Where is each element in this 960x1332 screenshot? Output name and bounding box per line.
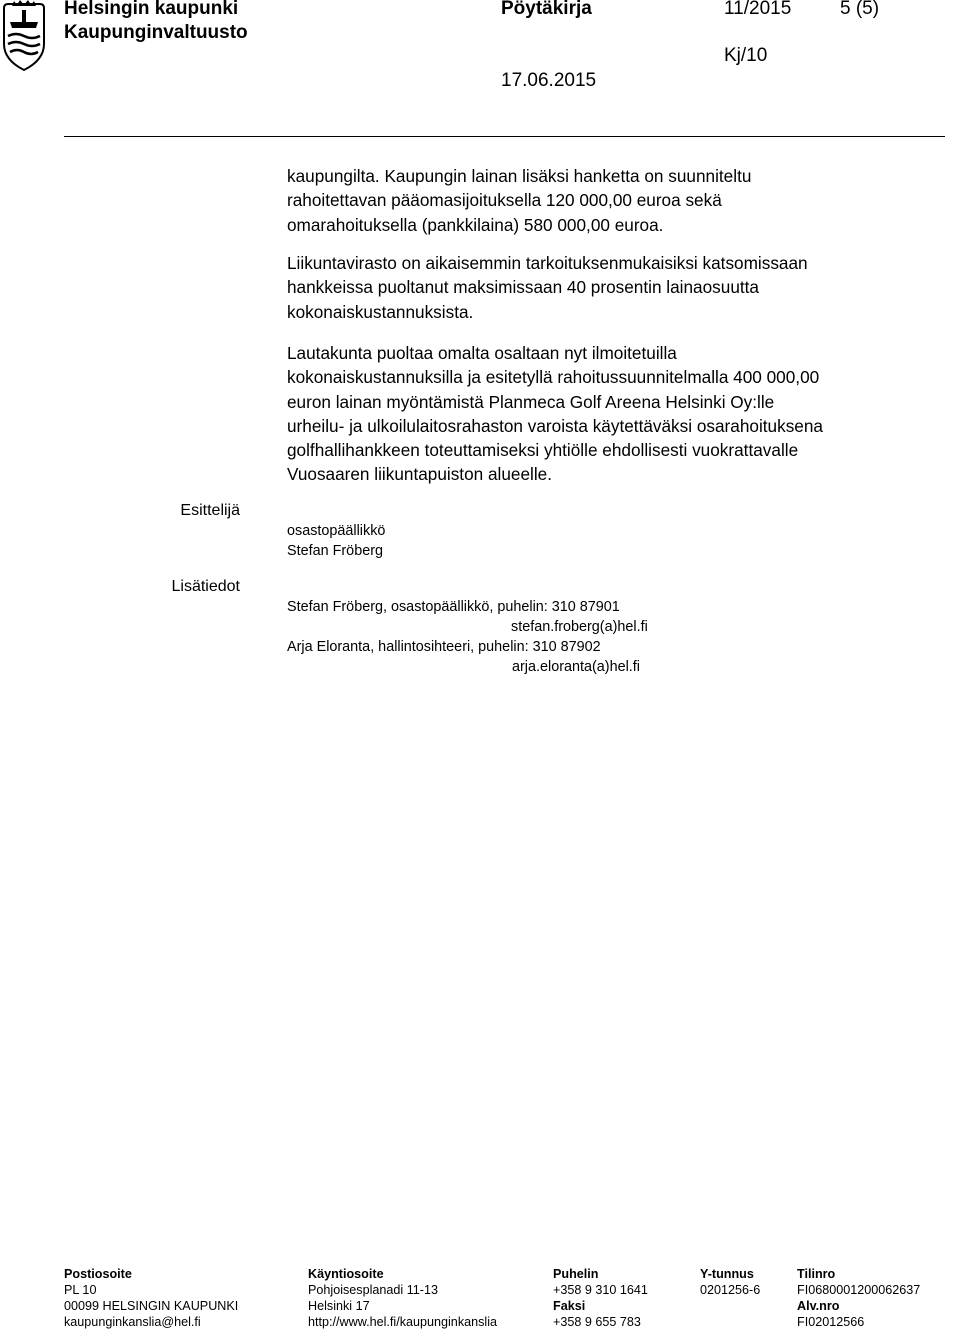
contact-email: stefan.froberg(a)hel.fi xyxy=(511,619,648,635)
contact-email: arja.eloranta(a)hel.fi xyxy=(512,659,640,675)
info-label: Lisätiedot xyxy=(171,578,240,595)
footer-text: kaupunginkanslia@hel.fi xyxy=(64,1315,201,1329)
paragraph-funding xyxy=(287,164,947,237)
footer-account xyxy=(797,1266,920,1330)
footer-heading: Y-tunnus xyxy=(700,1267,754,1281)
paragraph-decision xyxy=(287,341,947,487)
doc-number: 11/2015 xyxy=(724,0,792,19)
footer-text: Helsinki 17 xyxy=(308,1299,370,1313)
footer-postal xyxy=(64,1266,238,1330)
footer-heading: Postiosoite xyxy=(64,1267,132,1281)
helsinki-crest-icon xyxy=(0,0,48,72)
body-name: Kaupunginvaltuusto xyxy=(64,22,248,43)
footer-text: PL 10 xyxy=(64,1283,97,1297)
footer-business-id xyxy=(700,1266,760,1298)
org-name: Helsingin kaupunki xyxy=(64,0,239,19)
text-line: rahoitettavan pääomasijoituksella 120 000,00 euroa sekä xyxy=(287,190,722,211)
footer-text: +358 9 310 1641 xyxy=(553,1283,648,1297)
footer-heading: Faksi xyxy=(553,1299,586,1313)
text-line: euron lainan myöntämistä Planmeca Golf Areena Helsinki Oy:lle xyxy=(287,391,775,412)
presenter-label: Esittelijä xyxy=(180,502,240,519)
text-line: kokonaiskustannuksista. xyxy=(287,301,474,322)
doc-type: Pöytäkirja xyxy=(501,0,592,19)
text-line: kaupungilta. Kaupungin lainan lisäksi hanketta on suunniteltu xyxy=(287,166,752,186)
footer-text: http://www.hel.fi/kaupunginkanslia xyxy=(308,1315,498,1329)
footer-visiting xyxy=(308,1266,497,1330)
footer-text: FI02012566 xyxy=(797,1315,865,1329)
text-line: Liikuntavirasto on aikaisemmin tarkoituksenmukaisiksi katsomissaan xyxy=(287,253,808,273)
footer-heading: Alv.nro xyxy=(797,1299,840,1313)
footer-heading: Käyntiosoite xyxy=(308,1267,384,1281)
text-line: golfhallihankkeen toteuttamiseksi yhtiölle ehdollisesti vuokrattavalle xyxy=(287,440,799,461)
footer-text: 0201256-6 xyxy=(700,1283,761,1297)
text-line: Lautakunta puoltaa omalta osaltaan nyt ilmoitetuilla xyxy=(287,343,677,363)
page-number: 5 (5) xyxy=(840,0,880,19)
footer-text: +358 9 655 783 xyxy=(553,1315,641,1329)
footer-text: 00099 HELSINGIN KAUPUNKI xyxy=(64,1299,239,1313)
item-code: Kj/10 xyxy=(724,45,768,66)
text-line: kokonaiskustannuksilla ja esitetyllä rahoitussuunnitelmalla 400 000,00 xyxy=(287,367,820,388)
presenter-name: Stefan Fröberg xyxy=(287,543,383,559)
text-line: urheilu- ja ulkoilulaitosrahaston varoista käytettäväksi osarahoituksena xyxy=(287,415,823,436)
footer-heading: Tilinro xyxy=(797,1267,836,1281)
text-line: Vuosaaren liikuntapuiston alueelle. xyxy=(287,464,552,485)
presenter-title: osastopäällikkö xyxy=(287,523,386,539)
footer-text: Pohjoisesplanadi 11-13 xyxy=(308,1283,438,1297)
footer-text: FI0680001200062637 xyxy=(797,1283,921,1297)
paragraph-previous-practice xyxy=(287,251,947,324)
footer-phone xyxy=(553,1266,648,1330)
contact-line: Stefan Fröberg, osastopäällikkö, puhelin: 310 87901 xyxy=(287,599,620,615)
header-divider xyxy=(64,136,945,137)
contact-line: Arja Eloranta, hallintosihteeri, puhelin: 310 87902 xyxy=(287,639,601,655)
meeting-date: 17.06.2015 xyxy=(501,70,597,91)
text-line: omarahoituksella (pankkilaina) 580 000,00 euroa. xyxy=(287,214,664,235)
text-line: hankkeissa puoltanut maksimissaan 40 prosentin lainaosuutta xyxy=(287,277,759,298)
footer-heading: Puhelin xyxy=(553,1267,599,1281)
